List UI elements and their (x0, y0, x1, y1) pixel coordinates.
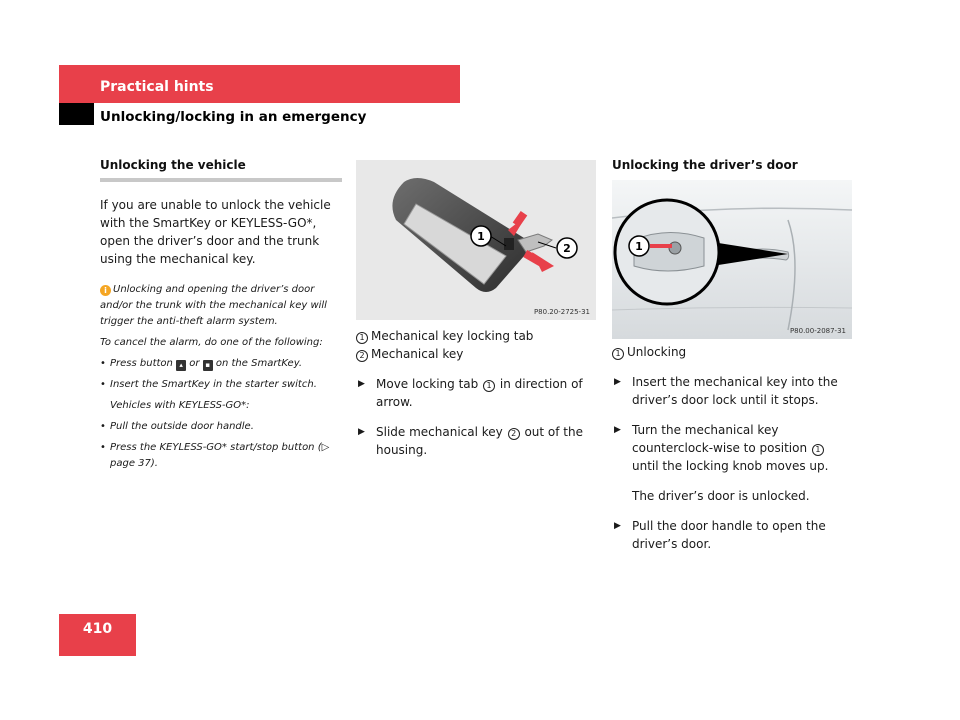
step-text: Move locking tab (376, 377, 479, 391)
result-text: The driver’s door is unlocked. (632, 489, 810, 503)
keyless-label: Vehicles with KEYLESS-GO*: (110, 400, 250, 411)
step-text: out of the housing. (376, 425, 583, 457)
page-number: 410 (82, 621, 113, 637)
inline-number: 1 (483, 380, 495, 392)
legend-number: 2 (356, 350, 368, 362)
figure-code: P80.20-2725-31 (533, 308, 590, 316)
smartkey-illustration (356, 160, 596, 320)
bullet1-post: on the SmartKey. (215, 358, 303, 369)
locking-tab (504, 238, 514, 250)
note-paragraph (100, 282, 342, 330)
info-note (100, 282, 342, 472)
bullet-item: • Pull the outside door handle. (100, 419, 342, 435)
bullet-item: • Insert the SmartKey in the starter switch. (100, 377, 342, 393)
page-number-box (59, 614, 136, 656)
cancel-text: To cancel the alarm, do one of the following: (100, 337, 323, 348)
arrow-shaft (523, 250, 543, 266)
legend-number: 1 (356, 332, 368, 344)
step-text: in direction of arrow. (376, 377, 583, 409)
legend-text: Mechanical key locking tab (371, 329, 534, 343)
left-column (100, 158, 342, 477)
figure-code: P80.00-2087-31 (789, 327, 846, 335)
inline-number: 1 (812, 444, 824, 456)
bullet1-pre: Press button (110, 358, 173, 369)
page-title: Unlocking/locking in an emergency (100, 109, 367, 125)
step-item (612, 421, 852, 475)
step-item: ▶ Insert the mechanical key into the driver’s door lock until it stops. (612, 373, 852, 409)
unlock-icon: ▴ (176, 360, 186, 371)
heading-rule (100, 178, 342, 182)
callout-1: 1 (635, 240, 643, 253)
bullet-item (100, 356, 342, 372)
left-heading: Unlocking the vehicle (100, 158, 246, 172)
right-heading: Unlocking the driver’s door (612, 158, 798, 172)
legend-item (612, 343, 852, 361)
inline-number: 2 (508, 428, 520, 440)
step-text: Slide mechanical key (376, 425, 503, 439)
door-figure (612, 180, 852, 339)
callout-1: 1 (477, 230, 485, 243)
unlock-direction-marker (650, 244, 672, 248)
step-item: ▶ Pull the door handle to open the driver’s door. (612, 517, 852, 553)
note-text: Unlocking and opening the driver’s door and/or the trunk with the mechanical key will trigger the anti-theft alarm system. (100, 284, 327, 327)
door-illustration (612, 180, 852, 339)
legend-item (356, 345, 596, 363)
lock-icon: ▪ (203, 360, 213, 371)
section-title: Practical hints (100, 79, 214, 95)
smartkey-figure (356, 160, 596, 320)
callout-2: 2 (563, 242, 571, 255)
intro-paragraph: If you are unable to unlock the vehicle with the SmartKey or KEYLESS-GO*, open the driver’s door and the trunk using the mechanical key. (100, 198, 331, 266)
bullet-item: • Press the KEYLESS-GO* start/stop button (▷ page 37). (100, 440, 342, 472)
bullet1-mid: or (189, 358, 200, 369)
right-column (612, 343, 852, 553)
legend-text: Mechanical key (371, 347, 464, 361)
step-text: Turn the mechanical key counterclock-wise to position (632, 423, 808, 455)
legend-text: Unlocking (627, 345, 687, 359)
middle-column (356, 327, 596, 459)
legend-number: 1 (612, 348, 624, 360)
header-tab (59, 103, 94, 125)
step-item (356, 423, 596, 459)
step-item (356, 375, 596, 411)
step-text: until the locking knob moves up. (632, 459, 829, 473)
arrow-shaft (513, 211, 528, 227)
info-icon: i (100, 285, 111, 296)
legend-item (356, 327, 596, 345)
